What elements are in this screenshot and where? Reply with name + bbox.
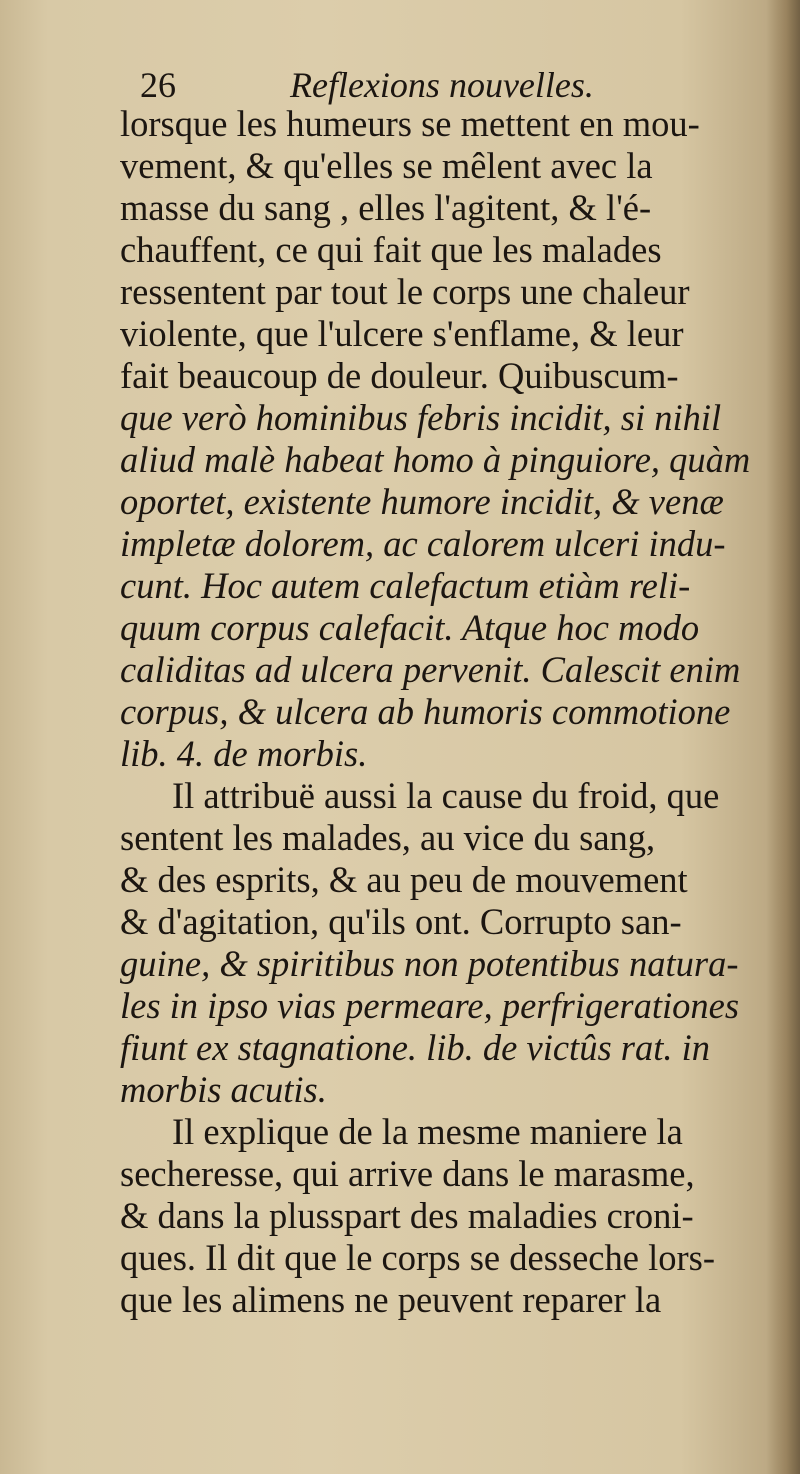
running-title: Reflexions nouvelles. — [290, 65, 594, 105]
latin-quote-line: oportet, existente humore incidit, & venæ — [120, 481, 724, 522]
citation-line: morbis acutis. — [120, 1069, 327, 1110]
citation-line: lib. 4. de morbis. — [120, 733, 368, 774]
latin-quote-line: corpus, & ulcera ab humoris commotione — [120, 691, 731, 732]
latin-quote-line: impletæ dolorem, ac calorem ulceri indu- — [120, 523, 726, 564]
text-line: fait beaucoup de douleur. Quibuscum- — [120, 355, 679, 396]
text-line: sentent les malades, au vice du sang, — [120, 817, 656, 858]
latin-quote-line: caliditas ad ulcera pervenit. Calescit enim — [120, 649, 741, 690]
text-line: masse du sang , elles l'agitent, & l'é- — [120, 187, 652, 228]
latin-quote-line: aliud malè habeat homo à pinguiore, quàm — [120, 439, 751, 480]
text-line: vement, & qu'elles se mêlent avec la — [120, 145, 653, 186]
text-line: & des esprits, & au peu de mouvement — [120, 859, 688, 900]
paragraph-start-line: Il explique de la mesme maniere la — [172, 1111, 683, 1152]
text-line: chauffent, ce qui fait que les malades — [120, 229, 662, 270]
page-header — [140, 62, 700, 108]
latin-quote-line: guine, & spiritibus non potentibus natura- — [120, 943, 739, 984]
body-text — [120, 103, 770, 1321]
page-number: 26 — [140, 65, 176, 105]
text-line: ques. Il dit que le corps se desseche lors- — [120, 1237, 715, 1278]
text-line: ressentent par tout le corps une chaleur — [120, 271, 690, 312]
latin-quote-line: cunt. Hoc autem calefactum etiàm reli- — [120, 565, 691, 606]
text-line: & dans la plusspart des maladies croni- — [120, 1195, 694, 1236]
text-line: violente, que l'ulcere s'enflame, & leur — [120, 313, 684, 354]
text-line: & d'agitation, qu'ils ont. Corrupto san- — [120, 901, 682, 942]
latin-quote-line: fiunt ex stagnatione. lib. de victûs rat. in — [120, 1027, 711, 1068]
text-line: que les alimens ne peuvent reparer la — [120, 1279, 662, 1320]
latin-quote-line: les in ipso vias permeare, perfrigerationes — [120, 985, 740, 1026]
latin-quote-line: quum corpus calefacit. Atque hoc modo — [120, 607, 700, 648]
text-line: secheresse, qui arrive dans le marasme, — [120, 1153, 695, 1194]
paragraph-start-line: Il attribuë aussi la cause du froid, que — [172, 775, 720, 816]
latin-quote-line: que verò hominibus febris incidit, si nihil — [120, 397, 722, 438]
text-line: lorsque les humeurs se mettent en mou- — [120, 103, 700, 144]
page-gutter-shadow — [766, 0, 800, 1474]
